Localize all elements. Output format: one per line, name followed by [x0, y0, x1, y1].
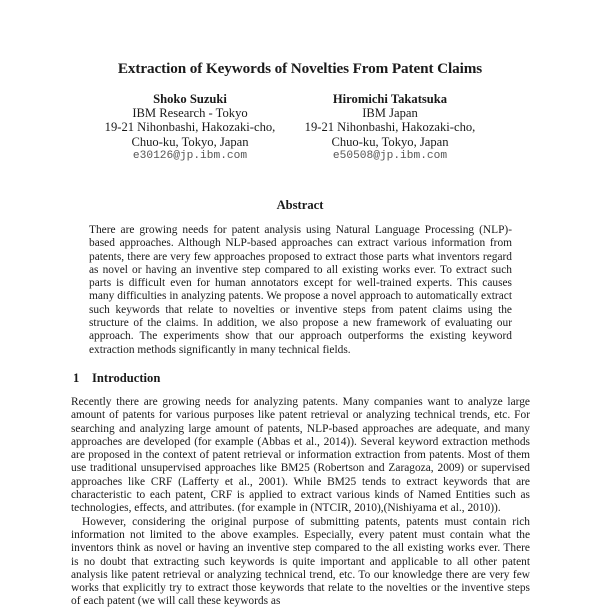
author-email: e50508@jp.ibm.com — [332, 149, 448, 162]
section-heading — [73, 371, 160, 386]
author-affiliation: IBM Research - Tokyo — [132, 106, 248, 121]
author-name: Shoko Suzuki — [153, 92, 227, 106]
paragraph: However, considering the original purpose of submitting patents, patents must contain rich information not limited to the above examples. Especially, every patent must contain what the inventors think as novel or having an inventive step compared to the all existing works ever. There is no doubt that extracting such keywords is quite important and applicable to all other patent analysis like patent retrieval or analyzing technical trend, etc. To our knowledge there are very few works that explicitly try to extract those keywords that relate to the novelties or the inventive steps of each patent (we will call these keywords as — [71, 515, 530, 608]
section-title: Introduction — [92, 371, 161, 385]
author-name: Hiromichi Takatsuka — [332, 92, 448, 106]
author-affiliation: IBM Japan — [362, 106, 418, 121]
abstract-heading: Abstract — [276, 198, 324, 212]
paragraph: Recently there are growing needs for analyzing patents. Many companies want to analyze large amount of patents for various purposes like patent retrieval or analyzing technical trends, etc. For searching and analyzing large amount of patents, NLP-based approaches are adequate, and many approaches are developed (for example (Abbas et al., 2014)). Several keyword extraction methods are proposed in the context of patent retrieval or information extraction from patents. Most of them use traditional unsupervised approaches like BM25 (Robertson and Zaragoza, 2009) or supervised approaches like CRF (Lafferty et al., 2001). While BM25 tends to extract keywords that are characteristic to each patent, CRF is applied to extract various kinds of Named Entities such as technologies, effects, and attributes. (for example in (NTCIR, 2010),(Nishiyama et al., 2010)). — [71, 396, 530, 515]
author-address-line2: Chuo-ku, Tokyo, Japan — [131, 134, 249, 149]
author-email: e30126@jp.ibm.com — [132, 149, 248, 162]
author-address-line1: 19-21 Nihonbashi, Hakozaki-cho, — [304, 120, 476, 135]
section-number: 1 — [73, 371, 80, 385]
author-address-line1: 19-21 Nihonbashi, Hakozaki-cho, — [104, 120, 276, 135]
paper-title: Extraction of Keywords of Novelties From Patent Claims — [117, 60, 483, 77]
abstract-text: There are growing needs for patent analysis using Natural Language Processing (NLP)-based approaches. Although NLP-based approaches can extract various information from patents, there are very few approaches proposed to extract those parts what inventors regard as novel or having an inventive step compared to all existing works ever. To extract such parts is difficult even for human annotators except for well-trained experts. This causes many difficulties in analyzing patents. We propose a novel approach to automatically extract such keywords that relate to novelties or inventive steps from patent claims using the structure of the claims. In addition, we also propose a new framework of evaluating our approach. The experiments show that our approach outperforms the existing keyword extraction methods significantly in many technical fields. — [89, 224, 512, 356]
author-address-line2: Chuo-ku, Tokyo, Japan — [331, 134, 449, 149]
author-block-2 — [270, 92, 510, 163]
section-body — [71, 396, 530, 609]
